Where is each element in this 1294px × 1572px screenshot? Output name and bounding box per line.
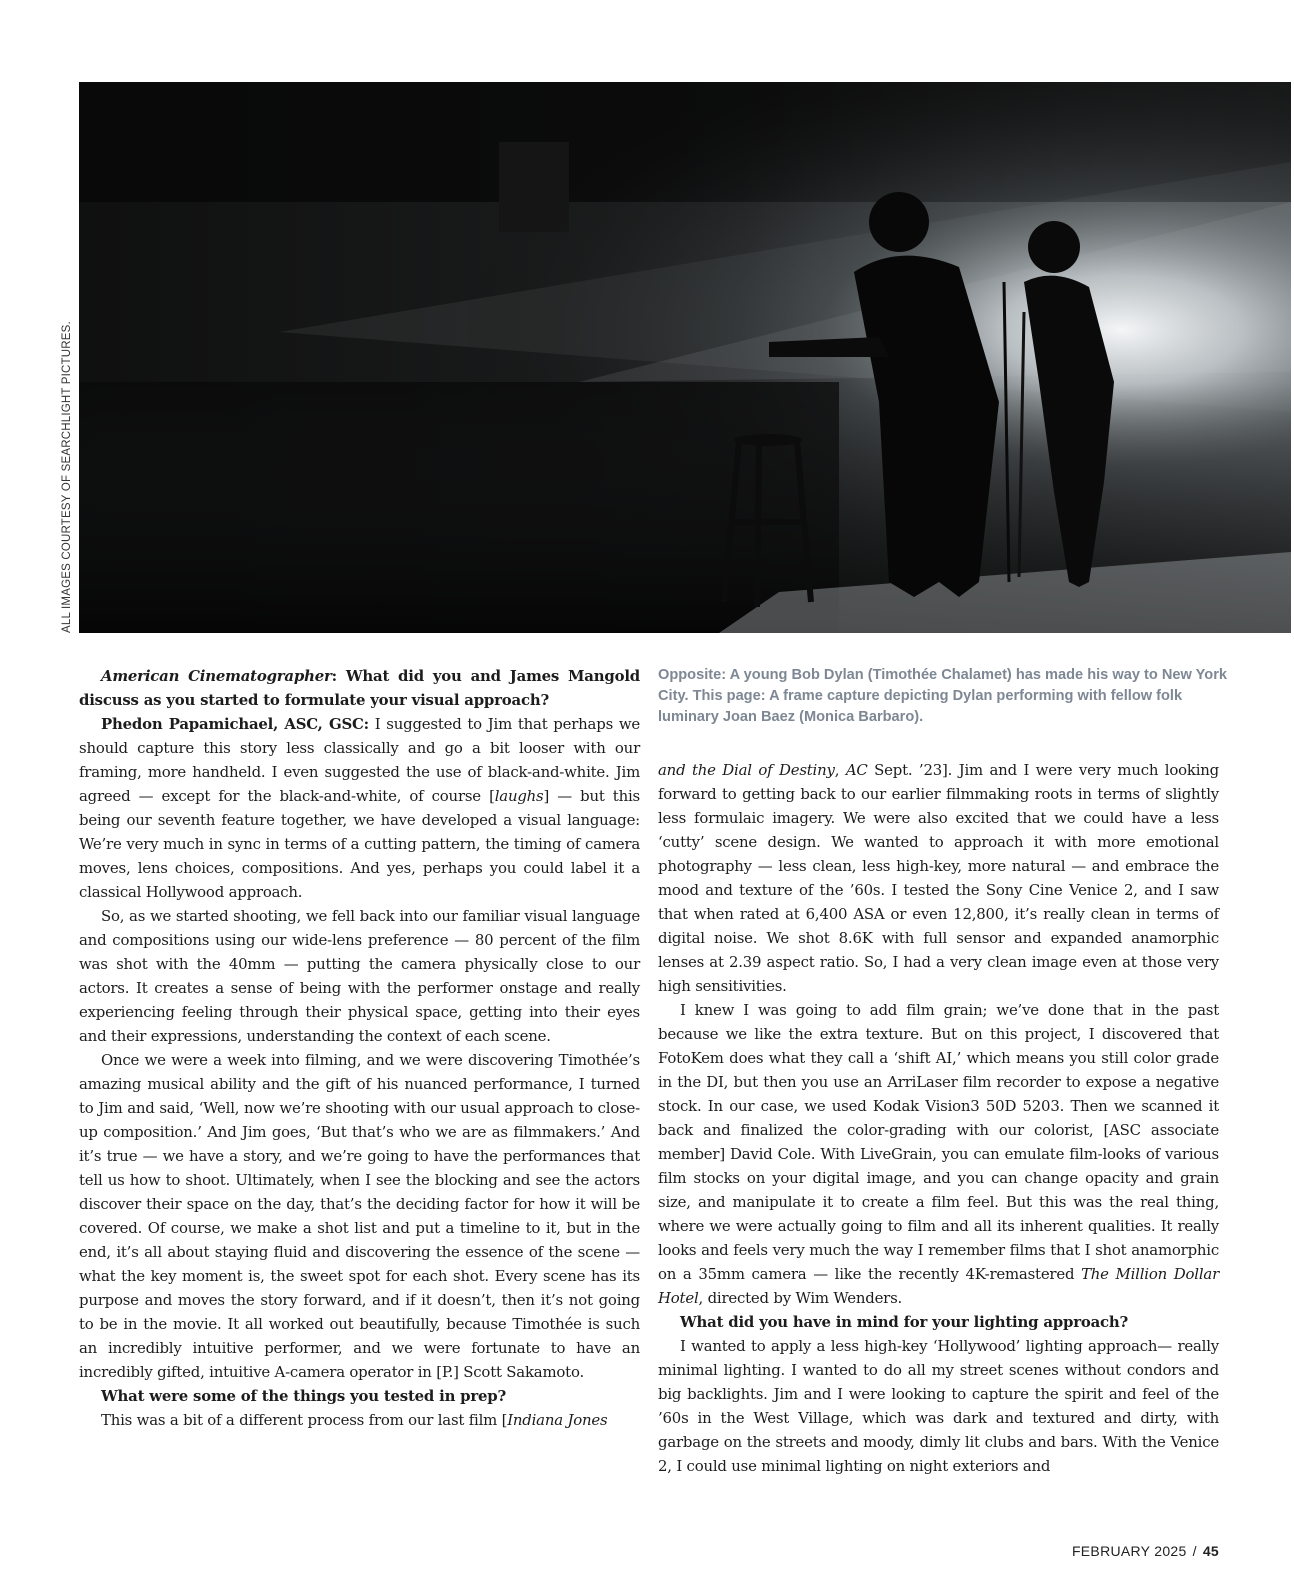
paragraph-2: So, as we started shooting, we fell back into our familiar visual language and compositions using our wide-lens preference — 80 percent of the film was shot with the 40mm — putting the camera physically close to our actors. It creates a sense of being with the performer onstage and really experiencing feeling through their physical space, getting into their eyes and their expressions, understanding the context of each scene.: [79, 907, 640, 1045]
page-folio: [1072, 1543, 1219, 1559]
question-1-text: : What did you and James Mangold discuss as you started to formulate your visual approach?: [79, 667, 640, 709]
paragraph-3: Once we were a week into filming, and we were discovering Timothée’s amazing musical ability and the gift of his nuanced performance, I turned to Jim and said, ‘Well, now we’re shooting with our usual approach to close-up composition.’ And Jim goes, ‘But that’s who we are as filmmakers.’ And it’s true — we have a story, and we’re going to have the performances that tell us how to shoot. Ultimately, when I see the blocking and see the actors discover their space on the day, that’s the deciding factor for how it will be covered. Of course, we make a shot list and put a timeline to it, but in the end, it’s all about staying fluid and discovering the essence of the scene — what the key moment is, the sweet spot for each shot. Every scene has its purpose and moves the story forward, and if it doesn’t, then it’s not going to be in the movie. It all worked out beautifully, because Timothée is such an incredibly intuitive performer, and we were fortunate to have an incredibly gifted, intuitive A-camera operator in [P.] Scott Sakamoto.: [79, 1051, 640, 1381]
article-left-column: [79, 664, 640, 1432]
film-title-million-dollar-hotel: The Million Dollar Hotel: [658, 1265, 1219, 1307]
answer-1-text-a: I suggested to Jim that perhaps we should capture this story less classically and go a bit looser with our framing, more handheld. I even suggested the use of black-and-white. Jim agreed — except for the black-and-white, of course [: [79, 715, 640, 805]
comma-sep: ,: [834, 761, 846, 779]
paragraph-5-text: Sept. ’23]. Jim and I were very much looking forward to getting back to our earlier filmmaking roots in terms of slightly less formulaic imagery. We were also excited that we could have a less ‘cutty’ scene design. We wanted to approach it with more emotional photography — less clean, less high-key, more natural — and embrace the mood and texture of the ’60s. I tested the Sony Cine Venice 2, and I saw that when rated at 6,400 ASA or even 12,800, it’s really clean in terms of digital noise. We shot 8.6K with full sensor and expanded anamorphic lenses at 2.39 aspect ratio. So, I had a very clean image even at those very high sensitivities.: [658, 761, 1219, 995]
question-3: What did you have in mind for your lighting approach?: [680, 1313, 1129, 1331]
answer-1: [79, 712, 640, 904]
paragraph-4: [79, 1408, 640, 1432]
paragraph-6-tail: , directed by Wim Wenders.: [698, 1289, 903, 1307]
concert-photo: [79, 82, 1291, 633]
film-title-dial-of-destiny: and the Dial of Destiny: [658, 761, 835, 779]
paragraph-7: I wanted to apply a less high-key ‘Hollywood’ lighting approach— really minimal lighting. I wanted to do all my street scenes without condors and big backlights. Jim and I were looking to capture the spirit and feel of the ’60s in the West Village, which was dark and textured and dirty, with garbage on the streets and moody, dimly lit clubs and bars. With the Venice 2, I could use minimal lighting on night exteriors and: [658, 1337, 1219, 1475]
article-right-column: [658, 758, 1219, 1478]
paragraph-5: [658, 758, 1219, 998]
photo-credit: ALL IMAGES COURTESY OF SEARCHLIGHT PICTURES.: [61, 321, 73, 633]
question-2: What were some of the things you tested in prep?: [101, 1387, 507, 1405]
speaker-name: Phedon Papamichael, ASC, GSC:: [101, 715, 369, 733]
folio-separator: /: [1192, 1543, 1197, 1559]
concert-stage-photo-icon: [79, 82, 1291, 633]
issue-date: FEBRUARY 2025: [1071, 1543, 1187, 1559]
paragraph-6: [658, 998, 1219, 1310]
laughs-aside: laughs: [494, 787, 544, 805]
publication-abbrev: AC: [845, 761, 868, 779]
publication-name: American Cinematographer: [101, 667, 332, 685]
paragraph-4-text: This was a bit of a different process from our last film [: [101, 1411, 508, 1429]
film-title-indiana-jones: Indiana Jones: [507, 1411, 608, 1429]
page-number: 45: [1202, 1543, 1219, 1559]
paragraph-6-text: I knew I was going to add film grain; we’ve done that in the past because we like the extra texture. But on this project, I discovered that FotoKem does what they call a ‘shift AI,’ which means you still color grade in the DI, but then you use an ArriLaser film recorder to expose a negative stock. In our case, we used Kodak Vision3 50D 5203. Then we scanned it back and finalized the color-grading with our colorist, [ASC associate member] David Cole. With LiveGrain, you can emulate film-looks of various film stocks on your digital image, and you can change opacity and grain size, and manipulate it to create a film feel. But this was the real thing, where we were actually going to film and all its inherent qualities. It really looks and feels very much the way I remember films that I shot anamorphic on a 35mm camera — like the recently 4K-remastered: [658, 1001, 1219, 1283]
photo-caption: Opposite: A young Bob Dylan (Timothée Chalamet) has made his way to New York City. This page: A frame capture depicting Dylan performing with fellow folk luminary Joan Baez (Monica Barbaro).: [658, 667, 1227, 725]
answer-1-text-b: ] — but this being our seventh feature together, we have developed a visual language: We’re very much in sync in terms of a cutting pattern, the timing of camera moves, lens choices, compositions. And yes, perhaps you could label it a classical Hollywood approach.: [79, 787, 640, 901]
question-1: [79, 664, 640, 712]
